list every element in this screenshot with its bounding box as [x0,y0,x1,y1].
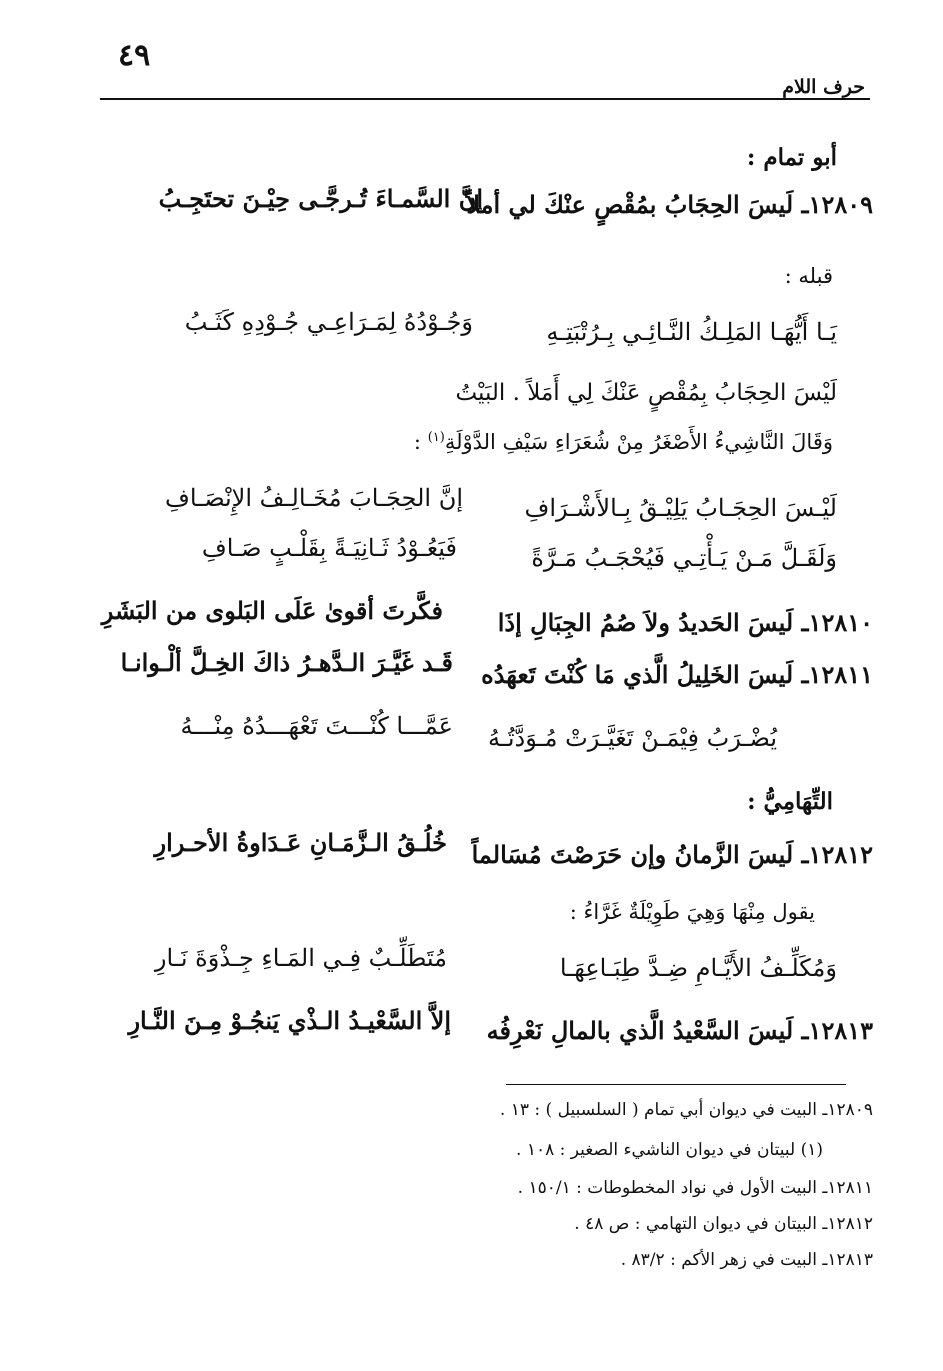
poet-heading-tihami: التِّهَامِيُّ : [747,788,833,815]
quoted-verse-1-second: وَجُـوْدُهُ لِمَـرَاعِـي جُـوْدِهِ كَثَـبُ [184,308,473,336]
footnote-12809: ١٢٨٠٩ـ البيت في ديوان أبي تمام ( السلسبيل ) : ١٣ . [499,1100,873,1120]
verse-12809-second-hemistich: إنَّ السَّمـاءَ تُـرجَّـى حِيْـنَ تحتَجِـبُ [158,184,483,213]
note-nashi-colon: : [413,430,428,454]
note-tihami: يقول مِنْهَا وَهِيَ طَوِيْلَةٌ غَرَّاءُ : [569,900,815,924]
header-divider [100,98,870,100]
verse-12813-second-hemistich: إلاَّ السَّعْيـدُ الـذْي يَنجُـوْ مِـنَ النَّـارِ [128,1006,451,1035]
quoted-verse-2-line: لَيْسَ الحِجَابُ بِمُقْصٍ عَنْكَ لِي أَمَلاً . البَيْتُ [455,380,837,406]
proverb-usage-second: عَمَّـــا كُنْـــتَ تَعْهَـــدُهُ مِنْـــهُ [180,712,453,740]
nashi-verse-2-second: فَيَعُـوْدُ ثَـانِيَـةً بِقَلْـبٍ صَـافِ [201,534,457,562]
verse-12811-first-hemistich: ١٢٨١١ـ لَيسَ الخَلِيلُ الَّذي مَا كُنْتَ تَعهَدُه [481,660,873,689]
nashi-verse-1-second: إنَّ الحِجَـابَ مُخَـالِـفُ الإِنْصَـافِ [164,484,463,512]
footnote-12813: ١٢٨١٣ـ البيت في زهر الأكم : ٨٣/٢ . [620,1250,873,1270]
verse-12813-first-hemistich: ١٢٨١٣ـ لَيسَ السَّعْيدُ الَّذي بالمالِ نَعْرِفُه [486,1016,873,1045]
footnote-ref-1: (١) [427,430,445,445]
verse-12812-second-hemistich: خُلُـقُ الـزَّمَـانِ عَـدَاوةُ الأحـرارِ [154,828,447,857]
note-qablah: قبله : [784,264,833,288]
chapter-title: حرف اللام [782,76,865,98]
verse-12812-first-hemistich: ١٢٨١٢ـ لَيسَ الزَّمانُ وإن حَرَصْتَ مُسَالماً [471,840,873,869]
quoted-verse-1-first: يَـا أَيُّهَـا المَلِـكُ النَّـائِـي بِـرُتْبَتِـهِ [546,318,837,346]
proverb-usage-first: يُضْـرَبُ فِيْمَـنْ تَغَيَّـرَتْ مُـوَدَّتُـهُ [487,724,777,752]
note-nashi-intro [414,430,833,454]
poet-heading-abu-tammam: أبو تمام : [746,144,837,171]
verse-12809-first-hemistich: ١٢٨٠٩ـ لَيسَ الحِجَابُ بمُقْصٍ عنْكَ لي أملاً [466,190,873,219]
verse-12811-second-hemistich: قَـد غَيَّـرَ الـدَّهـرُ ذاكَ الخِـلَّ ألْـوانـا [120,648,453,677]
note-nashi-text: وَقَالَ النَّاشِيءُ الأَصْغَرُ مِنْ شُعَرَاءِ سَيْفِ الدَّوْلَةِ [444,430,833,454]
footnote-divider [506,1084,846,1085]
tihami-verse-first: وَمُكَلِّـفُ الأَيَّـامِ ضِـدَّ طِبَـاعِهَـا [559,954,837,982]
page-number: ٤٩ [118,38,151,73]
footnote-12812: ١٢٨١٢ـ البيتان في ديوان التهامي : ص ٤٨ . [574,1214,873,1234]
verse-12810-second-hemistich: فكَّرتَ أقوىٰ عَلَى البَلوى من البَشَرِ [101,596,443,625]
tihami-verse-second: مُتَطَلِّـبٌ فِـي المَـاءِ جِـذْوَةَ نَـارِ [154,944,447,972]
nashi-verse-1-first: لَيْـسَ الحِجَـابُ يَلِيْـقُ بِـالأَشْـرَافِ [524,494,837,522]
verse-12810-first-hemistich: ١٢٨١٠ـ لَيسَ الحَديدُ ولاَ صُمُ الجِبَالِ إذَا [497,608,873,637]
footnote-1: (١) لبيتان في ديوان الناشيء الصغير : ١٠٨ . [516,1140,823,1160]
footnote-12811: ١٢٨١١ـ البيت الأول في نواد المخطوطات : ١٥٠/١ . [517,1178,873,1198]
nashi-verse-2-first: وَلَقَـلَّ مَـنْ يَـأْتِـي فَيُحْجَـبُ مَـرَّةً [531,544,837,572]
